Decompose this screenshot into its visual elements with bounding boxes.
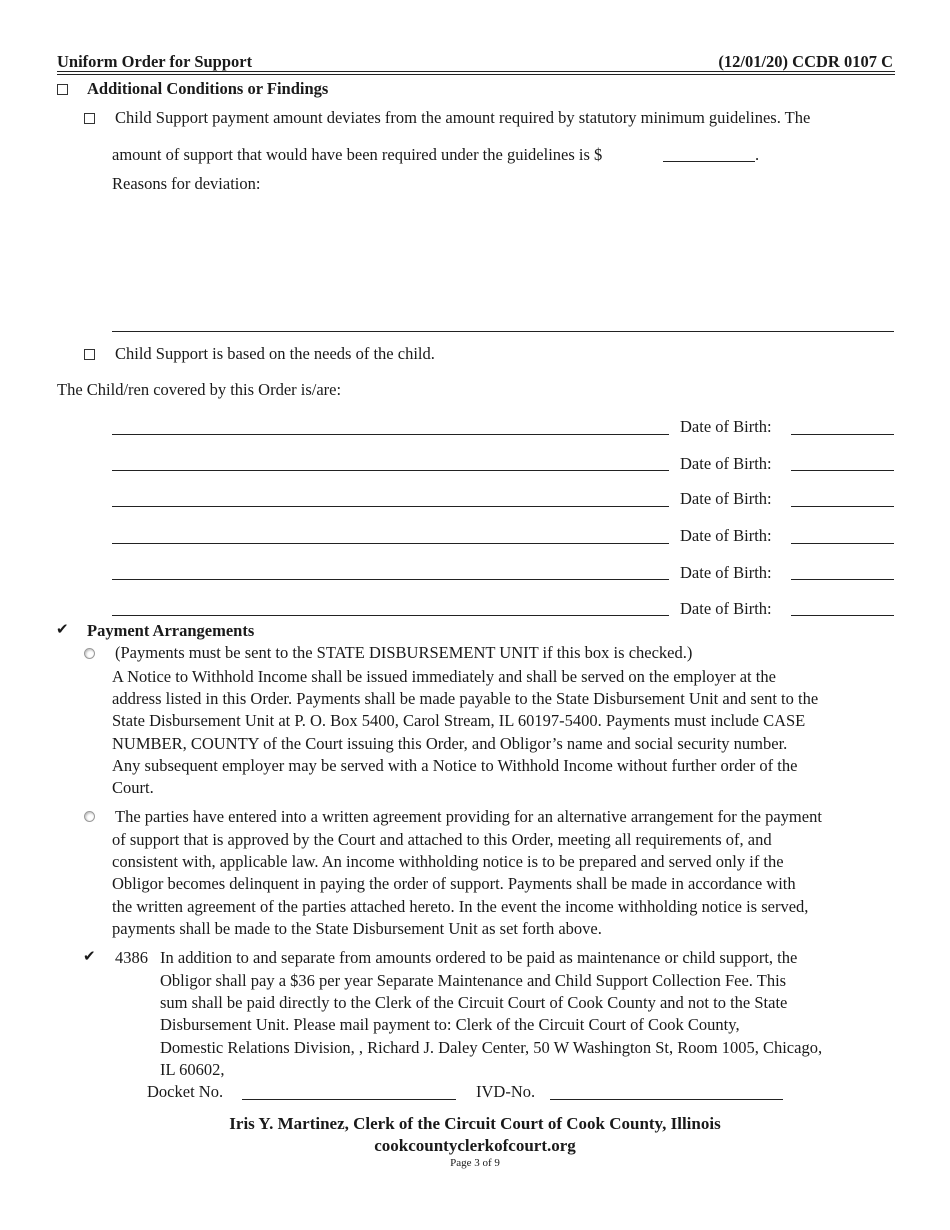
dob-label: Date of Birth:	[680, 599, 772, 618]
sdu-paragraph-line: Any subsequent employer may be served with a Notice to Withhold Income without further order of the	[112, 755, 798, 775]
form-code: (12/01/20) CCDR 0107 C	[718, 52, 893, 71]
dob-label: Date of Birth:	[680, 489, 772, 508]
alternative-agreement-paragraph	[112, 829, 897, 940]
dob-label: Date of Birth:	[680, 417, 772, 436]
sdu-radio[interactable]	[84, 648, 95, 659]
dob-field[interactable]	[791, 579, 894, 580]
child-name-field[interactable]	[112, 506, 669, 507]
fee-paragraph-line: IL 60602,	[160, 1059, 225, 1079]
collection-fee-checkbox[interactable]: ✔	[83, 949, 96, 965]
fee-paragraph-line: Disbursement Unit. Please mail payment to: Clerk of the Circuit Court of Cook County,	[160, 1015, 740, 1035]
deviation-checkbox[interactable]	[84, 113, 95, 124]
payment-arrangements-checkbox[interactable]: ✔	[56, 622, 69, 638]
fee-paragraph-line: sum shall be paid directly to the Clerk of the Circuit Court of Cook County and not to the State	[160, 993, 788, 1013]
sdu-paragraph-line: A Notice to Withhold Income shall be issued immediately and shall be served on the employer at the	[112, 667, 776, 686]
alternative-agreement-radio[interactable]	[84, 811, 95, 822]
docket-label: Docket No.	[147, 1082, 224, 1101]
sdu-paragraph-line: NUMBER, COUNTY of the Court issuing this Order, and Obligor’s name and social security number.	[112, 733, 788, 753]
dob-field[interactable]	[791, 434, 894, 435]
dob-field[interactable]	[791, 615, 894, 616]
fee-paragraph-line: Obligor shall pay a $36 per year Separate Maintenance and Child Support Collection Fee. This	[160, 971, 787, 990]
dob-label: Date of Birth:	[680, 454, 772, 473]
fee-paragraph	[160, 970, 900, 1081]
page-number: Page 3 of 9	[450, 1157, 500, 1169]
deviation-text-line1: Child Support payment amount deviates from the amount required by statutory minimum guidelines. The	[115, 108, 811, 127]
alternative-paragraph-line: Obligor becomes delinquent in paying the order of support. Payments shall be made in accordance with	[112, 874, 796, 894]
alternative-agreement-first-line: The parties have entered into a written agreement providing for an alternative arrangement for the payment	[115, 807, 822, 826]
fee-paragraph-line: Domestic Relations Division, , Richard J. Daley Center, 50 W Washington St, Room 1005, Chicago,	[160, 1037, 823, 1057]
fee-first-line: In addition to and separate from amounts ordered to be paid as maintenance or child support, the	[160, 948, 798, 967]
sdu-paragraph-line: address listed in this Order. Payments shall be made payable to the State Disbursement Unit and sent to the	[112, 689, 819, 709]
alternative-paragraph-line: consistent with, applicable law. An income withholding notice is to be prepared and served only if the	[112, 852, 784, 872]
child-name-field[interactable]	[112, 470, 669, 471]
alternative-paragraph-line: of support that is approved by the Court and attached to this Order, meeting all requirements of, and	[112, 830, 772, 849]
additional-conditions-heading: Additional Conditions or Findings	[87, 79, 329, 98]
header-rule-top	[57, 71, 895, 72]
needs-text: Child Support is based on the needs of the child.	[115, 344, 435, 363]
child-name-field[interactable]	[112, 543, 669, 544]
deviation-text-line2: amount of support that would have been required under the guidelines is $	[112, 145, 603, 164]
dob-label: Date of Birth:	[680, 563, 772, 582]
form-title: Uniform Order for Support	[57, 52, 253, 71]
children-intro: The Child/ren covered by this Order is/are:	[57, 380, 342, 399]
guideline-amount-field[interactable]	[663, 161, 755, 162]
dob-label: Date of Birth:	[680, 526, 772, 545]
header-rule-bottom	[57, 74, 895, 75]
reasons-label: Reasons for deviation:	[112, 174, 261, 193]
ivd-number-field[interactable]	[550, 1099, 783, 1100]
additional-conditions-checkbox[interactable]	[57, 84, 68, 95]
dob-field[interactable]	[791, 470, 894, 471]
sdu-paragraph-line: Court.	[112, 778, 154, 798]
sdu-line: (Payments must be sent to the STATE DISBURSEMENT UNIT if this box is checked.)	[115, 643, 693, 662]
docket-number-field[interactable]	[242, 1099, 456, 1100]
ivd-label: IVD-No.	[476, 1082, 536, 1101]
dob-field[interactable]	[791, 543, 894, 544]
deviation-period: .	[755, 145, 760, 164]
clerk-website: cookcountyclerkofcourt.org	[374, 1136, 576, 1155]
clerk-name: Iris Y. Martinez, Clerk of the Circuit Court of Cook County, Illinois	[229, 1114, 721, 1133]
dob-field[interactable]	[791, 506, 894, 507]
alternative-paragraph-line: payments shall be made to the State Disbursement Unit as set forth above.	[112, 918, 602, 938]
child-name-field[interactable]	[112, 579, 669, 580]
reasons-field[interactable]	[112, 331, 894, 332]
alternative-paragraph-line: the written agreement of the parties attached hereto. In the event the income withholding notice is served,	[112, 896, 809, 916]
child-name-field[interactable]	[112, 434, 669, 435]
child-name-field[interactable]	[112, 615, 669, 616]
payment-arrangements-heading: Payment Arrangements	[87, 621, 255, 640]
sdu-paragraph-line: State Disbursement Unit at P. O. Box 5400, Carol Stream, IL 60197-5400. Payments must include CASE	[112, 711, 806, 731]
needs-checkbox[interactable]	[84, 349, 95, 360]
sdu-paragraph	[112, 666, 897, 799]
fee-code: 4386	[115, 948, 148, 967]
